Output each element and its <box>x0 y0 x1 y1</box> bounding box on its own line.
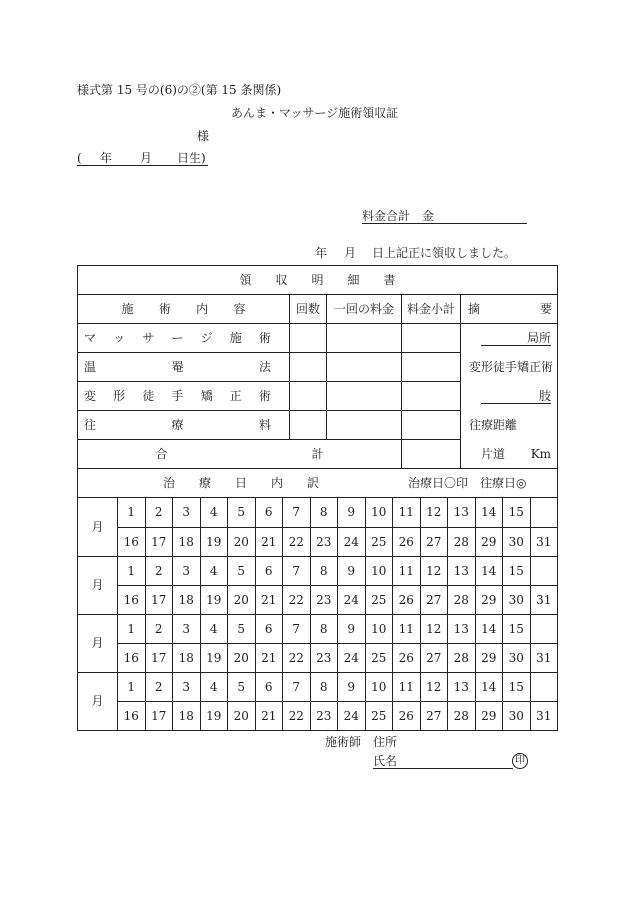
row-label-cell <box>78 411 290 440</box>
day-cell: 23 <box>310 527 338 556</box>
subtotal-cell <box>402 411 461 440</box>
day-cell: 12 <box>420 672 448 701</box>
day-cell: 6 <box>255 498 283 527</box>
month-label: 月 <box>78 672 118 730</box>
day-cell: 12 <box>420 556 448 585</box>
breakdown-heading <box>163 476 319 490</box>
receipt-month-label: 月 <box>344 246 357 260</box>
row-label-cell <box>78 353 290 382</box>
practitioner-address-label: 住所 <box>373 735 398 749</box>
day-cell: 5 <box>228 498 256 527</box>
day-cell: 20 <box>228 643 256 672</box>
day-cell: 28 <box>448 585 476 614</box>
day-cell: 18 <box>173 585 201 614</box>
day-row <box>78 556 558 585</box>
breakdown-heading-content <box>78 469 557 497</box>
birth-month-label: 月 <box>140 151 153 165</box>
day-cell: 14 <box>475 614 503 643</box>
total-label-cell <box>78 440 402 469</box>
day-cell: 1 <box>118 614 146 643</box>
label-char: 術 <box>258 331 271 346</box>
receipt-year-label: 年 <box>315 246 328 260</box>
day-cell: 31 <box>530 585 558 614</box>
day-cell: 31 <box>530 527 558 556</box>
empty-day-cell <box>530 498 558 527</box>
day-cell: 20 <box>228 701 256 730</box>
day-cell: 17 <box>145 585 173 614</box>
day-cell: 27 <box>420 527 448 556</box>
day-cell: 8 <box>310 614 338 643</box>
day-cell: 7 <box>283 672 311 701</box>
label-char: 療 <box>171 418 184 433</box>
day-cell: 29 <box>475 527 503 556</box>
count-cell <box>290 382 327 411</box>
practitioner-role: 施術師 <box>325 735 362 749</box>
label-char: 形 <box>113 389 126 404</box>
day-cell: 20 <box>228 585 256 614</box>
day-cell: 8 <box>310 672 338 701</box>
label-char: 細 <box>347 273 360 288</box>
label-char: 内 <box>270 476 283 490</box>
remarks-line-deformity <box>461 353 557 382</box>
day-cell: 4 <box>200 556 228 585</box>
day-cell: 30 <box>503 643 531 672</box>
day-cell: 19 <box>200 527 228 556</box>
day-cell: 17 <box>145 527 173 556</box>
remarks-line-limb <box>461 382 557 411</box>
day-cell: 10 <box>365 498 393 527</box>
row-label-deformity-correction <box>84 389 271 403</box>
row-label-hot-compress <box>84 360 271 374</box>
day-cell: 23 <box>310 643 338 672</box>
day-cell: 29 <box>475 585 503 614</box>
day-cell: 11 <box>393 672 421 701</box>
day-cell: 6 <box>255 614 283 643</box>
day-cell: 3 <box>173 672 201 701</box>
form-title: あんま・マッサージ施術領収証 <box>231 106 399 120</box>
remarks-local: 局所 <box>481 331 551 346</box>
col-header-unit-fee: 一回の料金 <box>327 295 402 324</box>
day-cell: 12 <box>420 498 448 527</box>
day-cell: 15 <box>503 498 531 527</box>
day-cell: 25 <box>365 701 393 730</box>
day-cell: 26 <box>393 527 421 556</box>
remarks-limb: 肢 <box>481 389 551 404</box>
day-cell: 13 <box>448 498 476 527</box>
label-char: 往 <box>84 418 97 433</box>
label-char: 明 <box>311 273 324 288</box>
label-char: ジ <box>200 331 213 346</box>
table-row <box>78 324 558 353</box>
practitioner-name-underline <box>373 768 513 769</box>
remarks-cell <box>461 324 558 469</box>
label-char: マ <box>84 331 97 346</box>
day-cell: 8 <box>310 498 338 527</box>
col-header-count: 回数 <box>290 295 327 324</box>
birth-year-label: 年 <box>100 151 113 165</box>
label-char: 書 <box>383 273 396 288</box>
count-cell <box>290 411 327 440</box>
day-cell: 21 <box>255 643 283 672</box>
day-cell: 28 <box>448 643 476 672</box>
label-char: 施 <box>229 331 242 346</box>
label-char: 罨 <box>171 360 184 375</box>
day-cell: 3 <box>173 614 201 643</box>
column-header-row <box>78 295 558 324</box>
label-char: 領 <box>239 273 252 288</box>
day-cell: 6 <box>255 556 283 585</box>
day-cell: 5 <box>228 614 256 643</box>
day-cell: 19 <box>200 585 228 614</box>
count-cell <box>290 324 327 353</box>
birth-date-underline <box>77 165 208 166</box>
day-cell: 9 <box>338 614 366 643</box>
count-cell <box>290 353 327 382</box>
day-cell: 15 <box>503 556 531 585</box>
unit-fee-cell <box>327 411 402 440</box>
day-row <box>78 585 558 614</box>
day-cell: 15 <box>503 614 531 643</box>
form-number: 様式第 15 号の(6)の②(第 15 条関係) <box>77 83 282 97</box>
unit-fee-cell <box>327 324 402 353</box>
label-char: ー <box>171 331 184 346</box>
month-label: 月 <box>78 614 118 672</box>
day-cell: 3 <box>173 556 201 585</box>
table-heading-row <box>78 266 558 295</box>
label-char: 料 <box>258 418 271 433</box>
day-cell: 24 <box>338 585 366 614</box>
empty-day-cell <box>530 556 558 585</box>
label-char: 容 <box>233 302 246 317</box>
col-header-content <box>122 302 246 316</box>
row-label-cell <box>78 324 290 353</box>
breakdown-legend: 治療日〇印 往療日◎ <box>408 476 527 490</box>
day-cell: 19 <box>200 643 228 672</box>
day-cell: 30 <box>503 701 531 730</box>
label-char: 療 <box>198 476 211 490</box>
label-char: 日 <box>234 476 247 490</box>
total-amount-label: 料金合計 金 <box>362 209 435 223</box>
unit-fee-cell <box>327 382 402 411</box>
day-cell: 13 <box>448 556 476 585</box>
day-cell: 30 <box>503 585 531 614</box>
day-cell: 27 <box>420 701 448 730</box>
day-cell: 21 <box>255 585 283 614</box>
day-cell: 22 <box>283 643 311 672</box>
day-cell: 9 <box>338 672 366 701</box>
day-cell: 9 <box>338 556 366 585</box>
day-cell: 8 <box>310 556 338 585</box>
total-amount-underline <box>362 223 527 224</box>
label-char: 変 <box>84 389 97 404</box>
table-heading-cell <box>78 266 558 295</box>
breakdown-heading-row <box>78 469 558 498</box>
day-cell: 2 <box>145 614 173 643</box>
empty-day-cell <box>530 614 558 643</box>
remarks-line-one-way <box>461 440 557 469</box>
day-cell: 21 <box>255 701 283 730</box>
remarks-content <box>461 324 557 464</box>
label-char: 徒 <box>142 389 155 404</box>
day-cell: 2 <box>145 498 173 527</box>
day-cell: 23 <box>310 585 338 614</box>
day-cell: 5 <box>228 556 256 585</box>
receipt-tables <box>77 265 557 731</box>
day-cell: 2 <box>145 672 173 701</box>
day-cell: 26 <box>393 643 421 672</box>
remarks-one-way: 片道 <box>481 447 506 461</box>
day-row <box>78 527 558 556</box>
day-cell: 11 <box>393 498 421 527</box>
breakdown-heading-cell <box>78 469 558 498</box>
receipt-statement-text: 日上記正に領収しました。 <box>372 246 517 260</box>
label-char: 正 <box>229 389 242 404</box>
day-cell: 7 <box>283 614 311 643</box>
col-header-content-cell <box>78 295 290 324</box>
day-cell: 18 <box>173 701 201 730</box>
day-cell: 22 <box>283 585 311 614</box>
day-cell: 10 <box>365 614 393 643</box>
empty-day-cell <box>530 672 558 701</box>
day-cell: 22 <box>283 527 311 556</box>
day-cell: 10 <box>365 672 393 701</box>
day-cell: 15 <box>503 672 531 701</box>
day-cell: 11 <box>393 614 421 643</box>
total-subtotal-cell <box>402 440 461 469</box>
day-cell: 18 <box>173 527 201 556</box>
unit-fee-cell <box>327 353 402 382</box>
day-cell: 22 <box>283 701 311 730</box>
day-cell: 24 <box>338 527 366 556</box>
day-cell: 26 <box>393 585 421 614</box>
day-cell: 27 <box>420 643 448 672</box>
label-char: 要 <box>539 302 552 317</box>
day-cell: 19 <box>200 701 228 730</box>
day-row <box>78 614 558 643</box>
day-cell: 5 <box>228 672 256 701</box>
day-cell: 1 <box>118 556 146 585</box>
total-label <box>156 447 324 461</box>
label-char: 合 <box>155 447 168 462</box>
day-row <box>78 701 558 730</box>
row-label-house-call-fee <box>84 418 271 432</box>
remarks-line-local <box>461 324 557 353</box>
col-header-remarks <box>468 302 552 316</box>
row-label-massage <box>84 331 271 345</box>
day-cell: 25 <box>365 585 393 614</box>
label-char: 施 <box>121 302 134 317</box>
day-cell: 17 <box>145 643 173 672</box>
label-char: 術 <box>158 302 171 317</box>
day-cell: 3 <box>173 498 201 527</box>
subtotal-cell <box>402 324 461 353</box>
day-cell: 4 <box>200 672 228 701</box>
day-cell: 1 <box>118 498 146 527</box>
day-cell: 21 <box>255 527 283 556</box>
col-header-subtotal: 料金小計 <box>402 295 461 324</box>
day-cell: 20 <box>228 527 256 556</box>
day-cell: 25 <box>365 527 393 556</box>
label-char: 手 <box>171 389 184 404</box>
day-cell: 14 <box>475 672 503 701</box>
day-cell: 7 <box>283 498 311 527</box>
day-cell: 7 <box>283 556 311 585</box>
day-cell: 16 <box>118 585 146 614</box>
day-cell: 28 <box>448 527 476 556</box>
day-row <box>78 672 558 701</box>
day-cell: 16 <box>118 701 146 730</box>
day-cell: 13 <box>448 614 476 643</box>
treatment-days-table <box>77 498 558 731</box>
day-row <box>78 643 558 672</box>
label-char: 治 <box>163 476 176 490</box>
day-cell: 29 <box>475 701 503 730</box>
label-char: 内 <box>196 302 209 317</box>
day-cell: 24 <box>338 643 366 672</box>
day-cell: 9 <box>338 498 366 527</box>
table-heading <box>240 273 396 287</box>
label-char: ッ <box>113 331 126 346</box>
day-row <box>78 498 558 527</box>
row-label-cell <box>78 382 290 411</box>
day-cell: 17 <box>145 701 173 730</box>
col-header-remarks-cell <box>461 295 558 324</box>
day-cell: 28 <box>448 701 476 730</box>
day-cell: 27 <box>420 585 448 614</box>
label-char: 摘 <box>468 302 481 317</box>
remarks-deformity-correction: 変形徒手矯正術 <box>469 360 554 374</box>
label-char: 訳 <box>306 476 319 490</box>
label-char: 収 <box>275 273 288 288</box>
day-cell: 11 <box>393 556 421 585</box>
remarks-distance-unit: Km <box>530 447 552 461</box>
subtotal-cell <box>402 353 461 382</box>
day-cell: 25 <box>365 643 393 672</box>
subtotal-cell <box>402 382 461 411</box>
day-cell: 24 <box>338 701 366 730</box>
day-cell: 10 <box>365 556 393 585</box>
day-cell: 1 <box>118 672 146 701</box>
label-char: 術 <box>258 389 271 404</box>
day-cell: 4 <box>200 614 228 643</box>
day-cell: 23 <box>310 701 338 730</box>
day-cell: 16 <box>118 527 146 556</box>
day-cell: 16 <box>118 643 146 672</box>
month-label: 月 <box>78 556 118 614</box>
label-char: 矯 <box>200 389 213 404</box>
day-cell: 4 <box>200 498 228 527</box>
day-cell: 12 <box>420 614 448 643</box>
month-label: 月 <box>78 498 118 556</box>
receipt-detail-table <box>77 265 558 498</box>
day-cell: 31 <box>530 701 558 730</box>
day-cell: 29 <box>475 643 503 672</box>
seal-mark: 印 <box>512 753 528 769</box>
remarks-travel-distance: 往療距離 <box>469 418 518 432</box>
recipient-honorific: 様 <box>197 129 210 143</box>
practitioner-name-label: 氏名 <box>373 754 398 768</box>
label-char: 法 <box>258 360 271 375</box>
label-char: サ <box>142 331 155 346</box>
day-cell: 14 <box>475 556 503 585</box>
day-cell: 26 <box>393 701 421 730</box>
day-cell: 6 <box>255 672 283 701</box>
day-cell: 2 <box>145 556 173 585</box>
birth-day-label: 日生) <box>177 151 206 165</box>
remarks-line-distance <box>461 411 557 440</box>
day-cell: 31 <box>530 643 558 672</box>
birth-open-paren: ( <box>77 151 82 165</box>
day-cell: 13 <box>448 672 476 701</box>
day-cell: 30 <box>503 527 531 556</box>
label-char: 温 <box>84 360 97 375</box>
day-cell: 18 <box>173 643 201 672</box>
day-cell: 14 <box>475 498 503 527</box>
label-char: 計 <box>311 447 324 462</box>
